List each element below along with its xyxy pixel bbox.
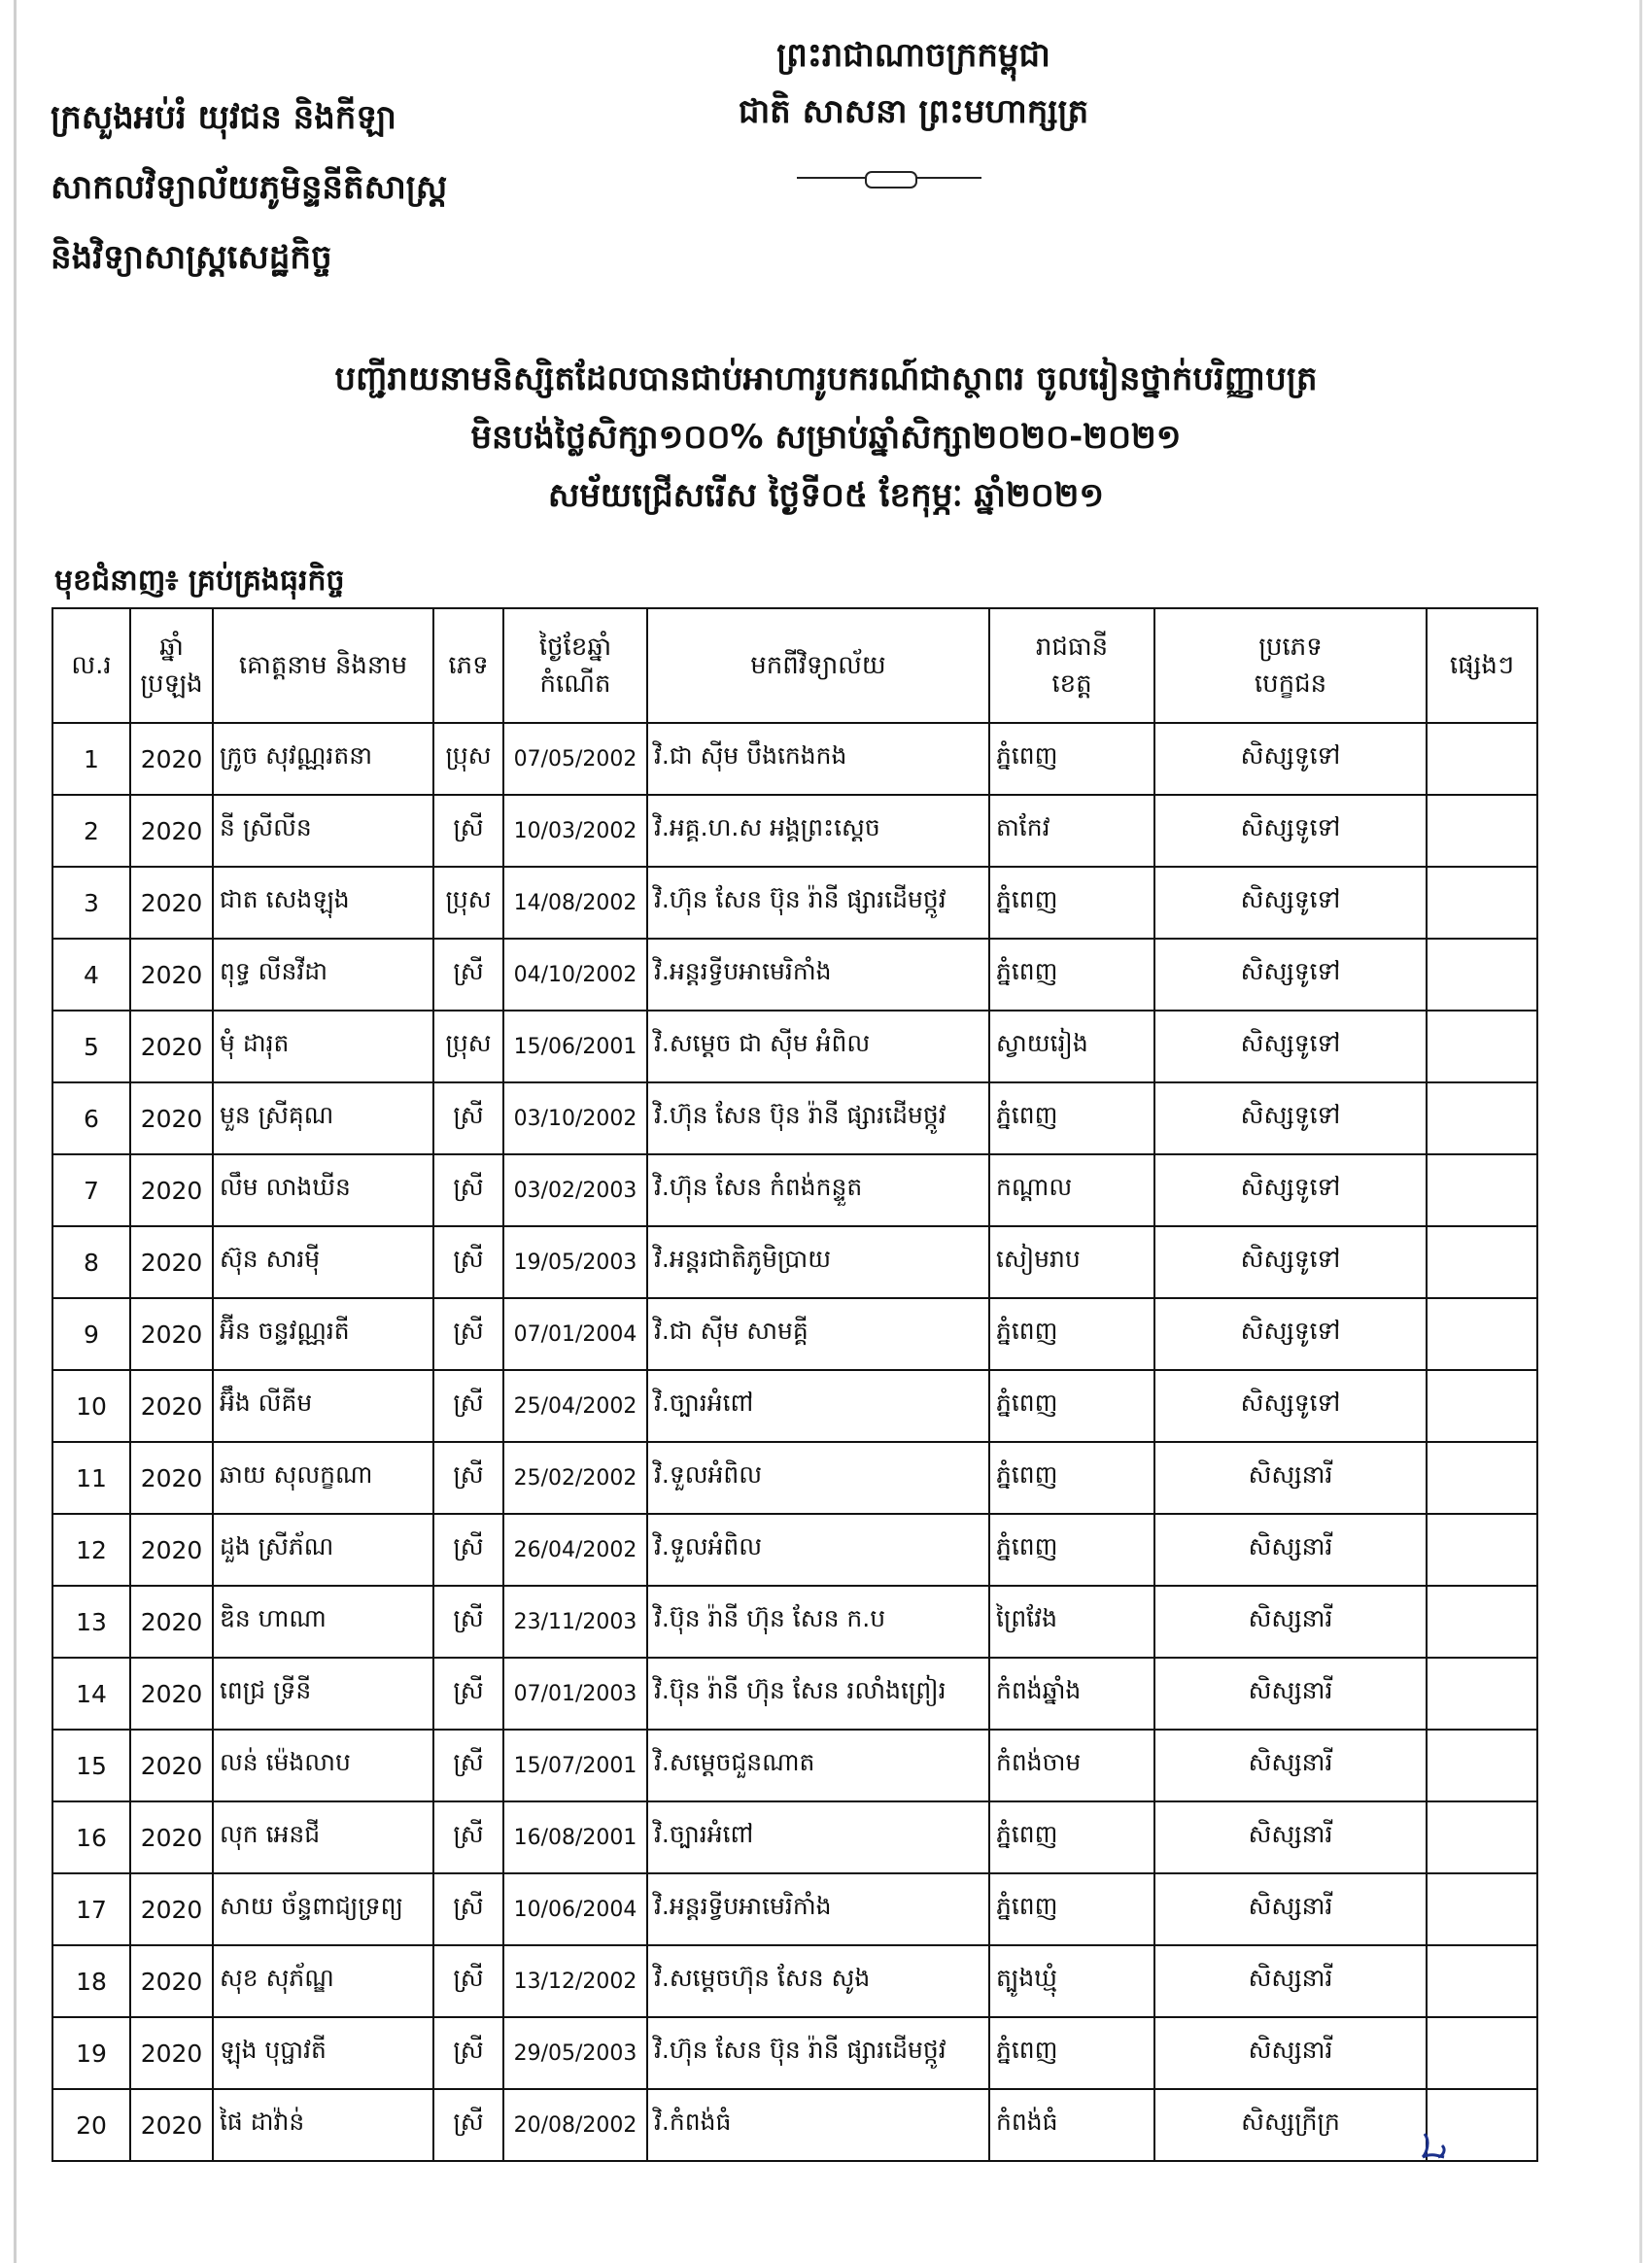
cell-category: សិស្សទូទៅ: [1154, 1226, 1427, 1298]
cell-sex: ស្រី: [433, 2089, 503, 2161]
cell-school: វិ.សម្តេចហ៊ុន សែន សូង: [647, 1945, 989, 2017]
cell-name: សាយ ច័ន្ទពាជ្យទ្រព្យ: [213, 1873, 433, 1945]
cell-other: [1427, 1514, 1537, 1586]
cell-other: [1427, 1658, 1537, 1730]
cell-school: វិ.អន្តរជាតិភូមិប្រាយ: [647, 1226, 989, 1298]
cell-dob: 26/04/2002: [503, 1514, 647, 1586]
cell-no: 10: [52, 1370, 130, 1442]
cell-name: ឡុង បុប្ផាវតី: [213, 2017, 433, 2089]
cell-category: សិស្សទូទៅ: [1154, 1298, 1427, 1370]
header-exam-year: ឆ្នាំ ប្រឡង: [130, 608, 213, 723]
table-row: [52, 723, 1537, 795]
table-row: [52, 2089, 1537, 2161]
major-label: មុខជំនាញ៖ គ្រប់គ្រងធុរកិច្ច: [54, 564, 345, 598]
cell-school: វិ.កំពង់ធំ: [647, 2089, 989, 2161]
cell-sex: ស្រី: [433, 1154, 503, 1226]
cell-name: លុក អេនជី: [213, 1801, 433, 1873]
cell-no: 13: [52, 1586, 130, 1658]
cell-other: [1427, 1154, 1537, 1226]
cell-name: ផៃ ដាវ៉ាន់: [213, 2089, 433, 2161]
cell-name: លឹម លាងឃីន: [213, 1154, 433, 1226]
cell-exam-year: 2020: [130, 1226, 213, 1298]
cell-name: ជាត សេងឡុង: [213, 867, 433, 939]
cell-sex: ស្រី: [433, 2017, 503, 2089]
cell-exam-year: 2020: [130, 1011, 213, 1082]
cell-school: វិ.ច្បារអំពៅ: [647, 1370, 989, 1442]
cell-sex: ស្រី: [433, 795, 503, 867]
cell-exam-year: 2020: [130, 2017, 213, 2089]
cell-exam-year: 2020: [130, 1658, 213, 1730]
ministry-line-2: សាកលវិទ្យាល័យភូមិន្ទនីតិសាស្ត្រ: [51, 168, 448, 207]
document-title: [97, 350, 1555, 525]
cell-category: សិស្សនារី: [1154, 1658, 1427, 1730]
cell-no: 20: [52, 2089, 130, 2161]
cell-no: 12: [52, 1514, 130, 1586]
cell-no: 5: [52, 1011, 130, 1082]
cell-dob: 14/08/2002: [503, 867, 647, 939]
cell-province: ស្វាយរៀង: [989, 1011, 1154, 1082]
cell-category: សិស្សទូទៅ: [1154, 723, 1427, 795]
cell-exam-year: 2020: [130, 723, 213, 795]
cell-dob: 25/04/2002: [503, 1370, 647, 1442]
cell-sex: ស្រី: [433, 939, 503, 1011]
cell-other: [1427, 1730, 1537, 1801]
table-row: [52, 1801, 1537, 1873]
cell-category: សិស្សនារី: [1154, 1730, 1427, 1801]
cell-other: [1427, 867, 1537, 939]
table-row: [52, 795, 1537, 867]
cell-school: វិ.ជា ស៊ីម បឹងកេងកង: [647, 723, 989, 795]
kingdom-line-2: ជាតិ សាសនា ព្រះមហាក្សត្រ: [738, 92, 1089, 131]
cell-dob: 03/10/2002: [503, 1082, 647, 1154]
cell-category: សិស្សនារី: [1154, 2017, 1427, 2089]
title-line-3: សម័យជ្រើសរើស ថ្ងៃទី០៥ ខែកុម្ភៈ ឆ្នាំ២០២១: [547, 476, 1105, 515]
cell-exam-year: 2020: [130, 1945, 213, 2017]
cell-other: [1427, 1586, 1537, 1658]
cell-category: សិស្សទូទៅ: [1154, 1011, 1427, 1082]
title-line-1: បញ្ជីរាយនាមនិស្សិតដែលបានជាប់អាហារូបករណ៍ជាស្ថាពរ ចូលរៀនថ្នាក់បរិញ្ញាបត្រ: [334, 360, 1318, 398]
cell-province: ភ្នំពេញ: [989, 1514, 1154, 1586]
cell-category: សិស្សទូទៅ: [1154, 939, 1427, 1011]
table-row: [52, 1442, 1537, 1514]
cell-name: ពុទ្ធ លីនវីដា: [213, 939, 433, 1011]
cell-category: សិស្សទូទៅ: [1154, 867, 1427, 939]
cell-exam-year: 2020: [130, 795, 213, 867]
cell-other: [1427, 1011, 1537, 1082]
cell-other: [1427, 1226, 1537, 1298]
cell-school: វិ.ហ៊ុន សែន ប៊ុន រ៉ានី ផ្សារដើមថ្កូវ: [647, 1082, 989, 1154]
ministry-header: [51, 83, 595, 292]
ministry-line-1: ក្រសួងអប់រំ យុវជន និងកីឡា: [51, 98, 396, 137]
cell-dob: 04/10/2002: [503, 939, 647, 1011]
cell-school: វិ.ទួលអំពិល: [647, 1442, 989, 1514]
cell-no: 19: [52, 2017, 130, 2089]
table-row: [52, 2017, 1537, 2089]
cell-name: ស៊ុន សារម៉ី: [213, 1226, 433, 1298]
table-body: [52, 723, 1537, 2161]
cell-other: [1427, 1370, 1537, 1442]
cell-exam-year: 2020: [130, 1514, 213, 1586]
cell-province: កណ្ដាល: [989, 1154, 1154, 1226]
scan-edge-left: [14, 0, 17, 2263]
table-row: [52, 1658, 1537, 1730]
cell-no: 17: [52, 1873, 130, 1945]
cell-dob: 15/06/2001: [503, 1011, 647, 1082]
header-no: ល.រ: [52, 608, 130, 723]
cell-name: សុខ សុភ័ណ្ឌ: [213, 1945, 433, 2017]
cell-other: [1427, 1442, 1537, 1514]
ornament-divider: [797, 171, 981, 185]
cell-other: [1427, 1873, 1537, 1945]
cell-school: វិ.អគ្គ.ហ.ស អង្គព្រះស្ដេច: [647, 795, 989, 867]
cell-name: ដួង ស្រីភ័ណ: [213, 1514, 433, 1586]
cell-school: វិ.ហ៊ុន សែន កំពង់កន្ទួត: [647, 1154, 989, 1226]
cell-school: វិ.សម្តេច ជា ស៊ីម អំពិល: [647, 1011, 989, 1082]
cell-dob: 25/02/2002: [503, 1442, 647, 1514]
cell-no: 3: [52, 867, 130, 939]
cell-province: កំពង់ធំ: [989, 2089, 1154, 2161]
table-row: [52, 1226, 1537, 1298]
cell-sex: ស្រី: [433, 1514, 503, 1586]
cell-province: ព្រៃវែង: [989, 1586, 1154, 1658]
cell-exam-year: 2020: [130, 939, 213, 1011]
cell-category: សិស្សនារី: [1154, 1442, 1427, 1514]
cell-category: សិស្សទូទៅ: [1154, 1370, 1427, 1442]
cell-dob: 03/02/2003: [503, 1154, 647, 1226]
cell-province: ភ្នំពេញ: [989, 939, 1154, 1011]
title-line-2: មិនបង់ថ្លៃសិក្សា១០០% សម្រាប់ឆ្នាំសិក្សា២០២០-២០២១: [470, 418, 1182, 457]
cell-province: ភ្នំពេញ: [989, 1873, 1154, 1945]
cell-dob: 15/07/2001: [503, 1730, 647, 1801]
ministry-line-3: និងវិទ្យាសាស្ត្រសេដ្ឋកិច្ច: [51, 238, 332, 277]
cell-school: វិ.ប៊ុន រ៉ានី ហ៊ុន សែន ក.ប: [647, 1586, 989, 1658]
handwritten-mark: [1417, 2128, 1452, 2163]
cell-school: វិ.ជា ស៊ីម សាមគ្គី: [647, 1298, 989, 1370]
cell-province: ភ្នំពេញ: [989, 723, 1154, 795]
cell-province: ត្បូងឃ្មុំ: [989, 1945, 1154, 2017]
cell-other: [1427, 1298, 1537, 1370]
cell-province: ភ្នំពេញ: [989, 1298, 1154, 1370]
table-row: [52, 1082, 1537, 1154]
cell-school: វិ.ហ៊ុន សែន ប៊ុន រ៉ានី ផ្សារដើមថ្កូវ: [647, 2017, 989, 2089]
cell-sex: ស្រី: [433, 1586, 503, 1658]
cell-sex: ស្រី: [433, 1801, 503, 1873]
cell-dob: 16/08/2001: [503, 1801, 647, 1873]
cell-name: នី ស្រីលីន: [213, 795, 433, 867]
cell-dob: 07/05/2002: [503, 723, 647, 795]
header-sex: ភេទ: [433, 608, 503, 723]
header-category: ប្រភេទ បេក្ខជន: [1154, 608, 1427, 723]
cell-category: សិស្សក្រីក្រ: [1154, 2089, 1427, 2161]
header-school: មកពីវិទ្យាល័យ: [647, 608, 989, 723]
cell-sex: ស្រី: [433, 1442, 503, 1514]
cell-sex: ប្រុស: [433, 867, 503, 939]
cell-name: មុំ ដារុត: [213, 1011, 433, 1082]
cell-no: 16: [52, 1801, 130, 1873]
cell-name: ក្រូច សុវណ្ណរតនា: [213, 723, 433, 795]
cell-dob: 23/11/2003: [503, 1586, 647, 1658]
cell-no: 15: [52, 1730, 130, 1801]
cell-no: 11: [52, 1442, 130, 1514]
cell-province: ភ្នំពេញ: [989, 2017, 1154, 2089]
table-row: [52, 1298, 1537, 1370]
cell-no: 14: [52, 1658, 130, 1730]
cell-school: វិ.អន្តរទ្វីបអាមេរិកាំង: [647, 1873, 989, 1945]
cell-name: លន់ ម៉េងលាប: [213, 1730, 433, 1801]
cell-name: អ៊ីន ចន្ទវណ្ណរតី: [213, 1298, 433, 1370]
cell-province: ភ្នំពេញ: [989, 1442, 1154, 1514]
cell-exam-year: 2020: [130, 1801, 213, 1873]
cell-province: តាកែវ: [989, 795, 1154, 867]
cell-dob: 19/05/2003: [503, 1226, 647, 1298]
cell-other: [1427, 723, 1537, 795]
cell-no: 9: [52, 1298, 130, 1370]
cell-exam-year: 2020: [130, 2089, 213, 2161]
cell-other: [1427, 795, 1537, 867]
table-row: [52, 1730, 1537, 1801]
table-row: [52, 1873, 1537, 1945]
cell-sex: ស្រី: [433, 1873, 503, 1945]
header-province: រាជធានី ខេត្ត: [989, 608, 1154, 723]
cell-no: 7: [52, 1154, 130, 1226]
cell-school: វិ.ប៊ុន រ៉ានី ហ៊ុន សែន រលាំងព្រៀរ: [647, 1658, 989, 1730]
cell-sex: ស្រី: [433, 1226, 503, 1298]
kingdom-line-1: ព្រះរាជាណាចក្រកម្ពុជា: [776, 36, 1050, 75]
cell-other: [1427, 1945, 1537, 2017]
cell-no: 18: [52, 1945, 130, 2017]
cell-province: ភ្នំពេញ: [989, 1801, 1154, 1873]
header-name: គោត្តនាម និងនាម: [213, 608, 433, 723]
cell-province: កំពង់ចាម: [989, 1730, 1154, 1801]
kingdom-header: [680, 27, 1147, 140]
cell-sex: ប្រុស: [433, 723, 503, 795]
cell-category: សិស្សនារី: [1154, 1514, 1427, 1586]
cell-sex: ស្រី: [433, 1945, 503, 2017]
cell-no: 1: [52, 723, 130, 795]
cell-dob: 13/12/2002: [503, 1945, 647, 2017]
cell-dob: 07/01/2003: [503, 1658, 647, 1730]
cell-name: ឌិន ហាណា: [213, 1586, 433, 1658]
cell-name: អ៊ឹង លីគីម: [213, 1370, 433, 1442]
cell-no: 4: [52, 939, 130, 1011]
table-row: [52, 1011, 1537, 1082]
cell-name: មួន ស្រីគុណ: [213, 1082, 433, 1154]
cell-exam-year: 2020: [130, 1298, 213, 1370]
table-row: [52, 867, 1537, 939]
cell-category: សិស្សនារី: [1154, 1801, 1427, 1873]
scan-edge-right: [1639, 0, 1642, 2263]
cell-sex: ស្រី: [433, 1298, 503, 1370]
table-row: [52, 939, 1537, 1011]
cell-dob: 07/01/2004: [503, 1298, 647, 1370]
header-other: ផ្សេងៗ: [1427, 608, 1537, 723]
cell-other: [1427, 1801, 1537, 1873]
cell-exam-year: 2020: [130, 1370, 213, 1442]
cell-exam-year: 2020: [130, 1730, 213, 1801]
cell-province: ភ្នំពេញ: [989, 1370, 1154, 1442]
table-row: [52, 1945, 1537, 2017]
cell-sex: ប្រុស: [433, 1011, 503, 1082]
cell-school: វិ.ច្បារអំពៅ: [647, 1801, 989, 1873]
cell-sex: ស្រី: [433, 1730, 503, 1801]
cell-school: វិ.ទួលអំពិល: [647, 1514, 989, 1586]
table-row: [52, 1370, 1537, 1442]
cell-sex: ស្រី: [433, 1658, 503, 1730]
cell-province: ភ្នំពេញ: [989, 1082, 1154, 1154]
table-row: [52, 1586, 1537, 1658]
cell-category: សិស្សនារី: [1154, 1586, 1427, 1658]
cell-school: វិ.អន្តរទ្វីបអាមេរិកាំង: [647, 939, 989, 1011]
cell-other: [1427, 939, 1537, 1011]
cell-other: [1427, 2017, 1537, 2089]
cell-school: វិ.ហ៊ុន សែន ប៊ុន រ៉ានី ផ្សារដើមថ្កូវ: [647, 867, 989, 939]
cell-exam-year: 2020: [130, 867, 213, 939]
cell-sex: ស្រី: [433, 1082, 503, 1154]
cell-province: សៀមរាប: [989, 1226, 1154, 1298]
cell-exam-year: 2020: [130, 1154, 213, 1226]
cell-no: 8: [52, 1226, 130, 1298]
cell-category: សិស្សនារី: [1154, 1945, 1427, 2017]
cell-no: 2: [52, 795, 130, 867]
cell-province: កំពង់ឆ្នាំង: [989, 1658, 1154, 1730]
cell-category: សិស្សទូទៅ: [1154, 1154, 1427, 1226]
cell-province: ភ្នំពេញ: [989, 867, 1154, 939]
cell-dob: 20/08/2002: [503, 2089, 647, 2161]
cell-category: សិស្សទូទៅ: [1154, 795, 1427, 867]
cell-exam-year: 2020: [130, 1442, 213, 1514]
cell-other: [1427, 1082, 1537, 1154]
cell-name: ឆាយ សុលក្ខណា: [213, 1442, 433, 1514]
header-dob: ថ្ងៃខែឆ្នាំ កំណើត: [503, 608, 647, 723]
cell-exam-year: 2020: [130, 1873, 213, 1945]
cell-school: វិ.សម្តេចជួនណាត: [647, 1730, 989, 1801]
table-row: [52, 1514, 1537, 1586]
cell-dob: 29/05/2003: [503, 2017, 647, 2089]
cell-no: 6: [52, 1082, 130, 1154]
student-table: [52, 607, 1538, 2162]
cell-exam-year: 2020: [130, 1586, 213, 1658]
cell-dob: 10/06/2004: [503, 1873, 647, 1945]
cell-sex: ស្រី: [433, 1370, 503, 1442]
table-header-row: [52, 608, 1537, 723]
cell-category: សិស្សនារី: [1154, 1873, 1427, 1945]
cell-dob: 10/03/2002: [503, 795, 647, 867]
cell-exam-year: 2020: [130, 1082, 213, 1154]
cell-category: សិស្សទូទៅ: [1154, 1082, 1427, 1154]
cell-name: ពេជ្រ ទ្រីនី: [213, 1658, 433, 1730]
table-row: [52, 1154, 1537, 1226]
